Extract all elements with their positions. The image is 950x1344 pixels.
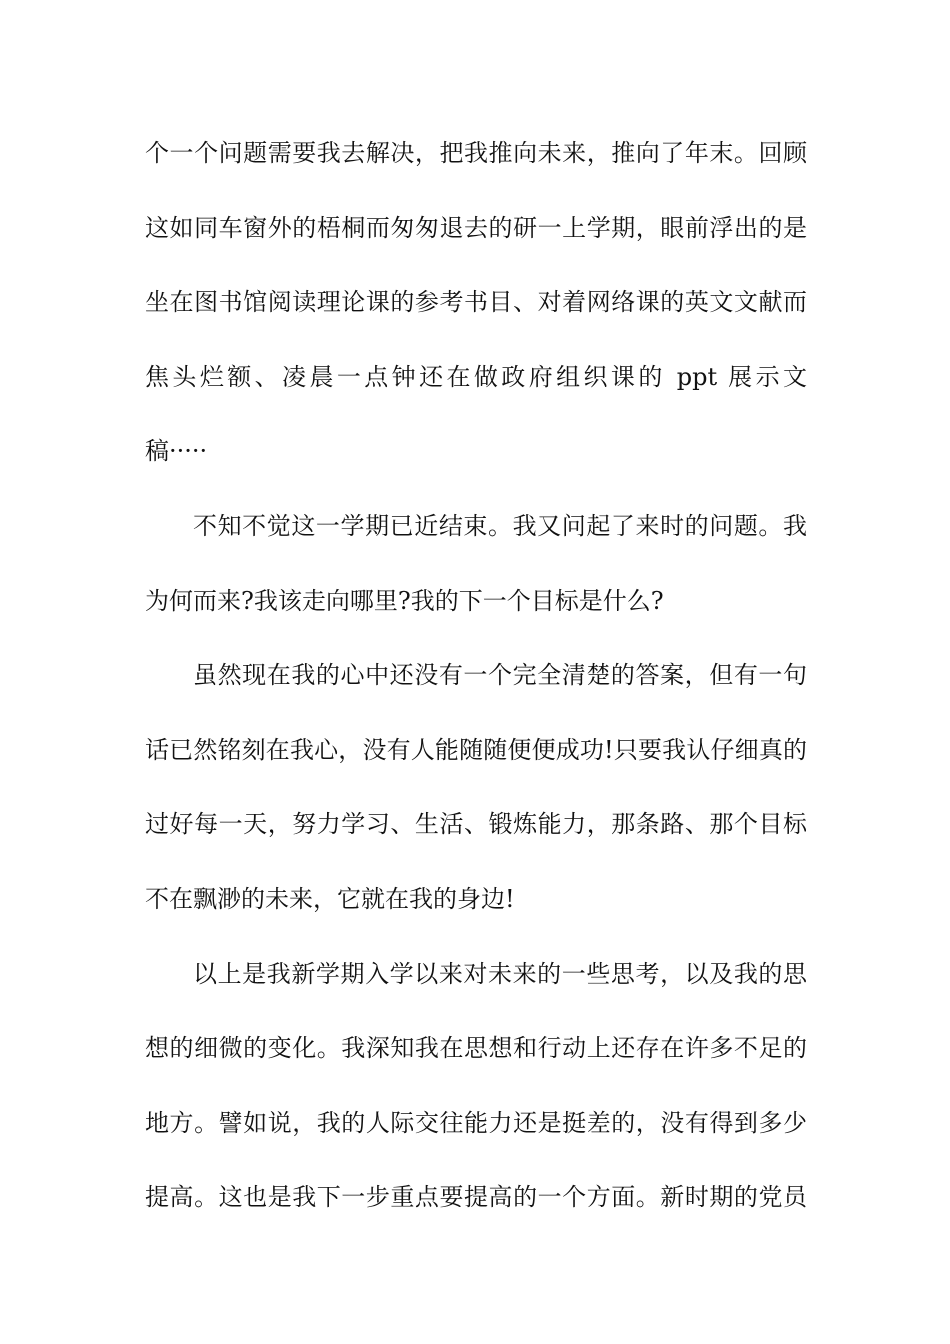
- text-line: 坐在图书馆阅读理论课的参考书目、对着网络课的英文文献而: [145, 288, 807, 317]
- text-line: 虽然现在我的心中还没有一个完全清楚的答案，但有一句: [193, 661, 807, 690]
- text-line: 不在飘渺的未来，它就在我的身边!: [145, 884, 515, 913]
- text-line: 为何而来?我该走向哪里?我的下一个目标是什么?: [145, 586, 664, 615]
- text-line: 过好每一天，努力学习、生活、锻炼能力，那条路、那个目标: [145, 810, 807, 839]
- text-line: 这如同车窗外的梧桐而匆匆退去的研一上学期，眼前浮出的是: [145, 213, 807, 242]
- text-line: 个一个问题需要我去解决，把我推向未来，推向了年末。回顾: [145, 139, 807, 167]
- text-line: 想的细微的变化。我深知我在思想和行动上还存在许多不足的: [145, 1034, 807, 1063]
- text-line: 不知不觉这一学期已近结束。我又问起了来时的问题。我: [193, 511, 807, 540]
- body-text: [145, 126, 807, 1245]
- text-line: 提高。这也是我下一步重点要提高的一个方面。新时期的党员: [145, 1183, 807, 1212]
- text-line: 地方。譬如说，我的人际交往能力还是挺差的，没有得到多少: [145, 1108, 807, 1137]
- text-line: 以上是我新学期入学以来对未来的一些思考，以及我的思: [193, 959, 807, 988]
- text-line: 话已然铭刻在我心，没有人能随随便便成功!只要我认仔细真的: [145, 735, 807, 764]
- text-line: 稿·····: [145, 437, 208, 466]
- text-line: 焦头烂额、凌晨一点钟还在做政府组织课的 ppt 展示文: [145, 362, 807, 391]
